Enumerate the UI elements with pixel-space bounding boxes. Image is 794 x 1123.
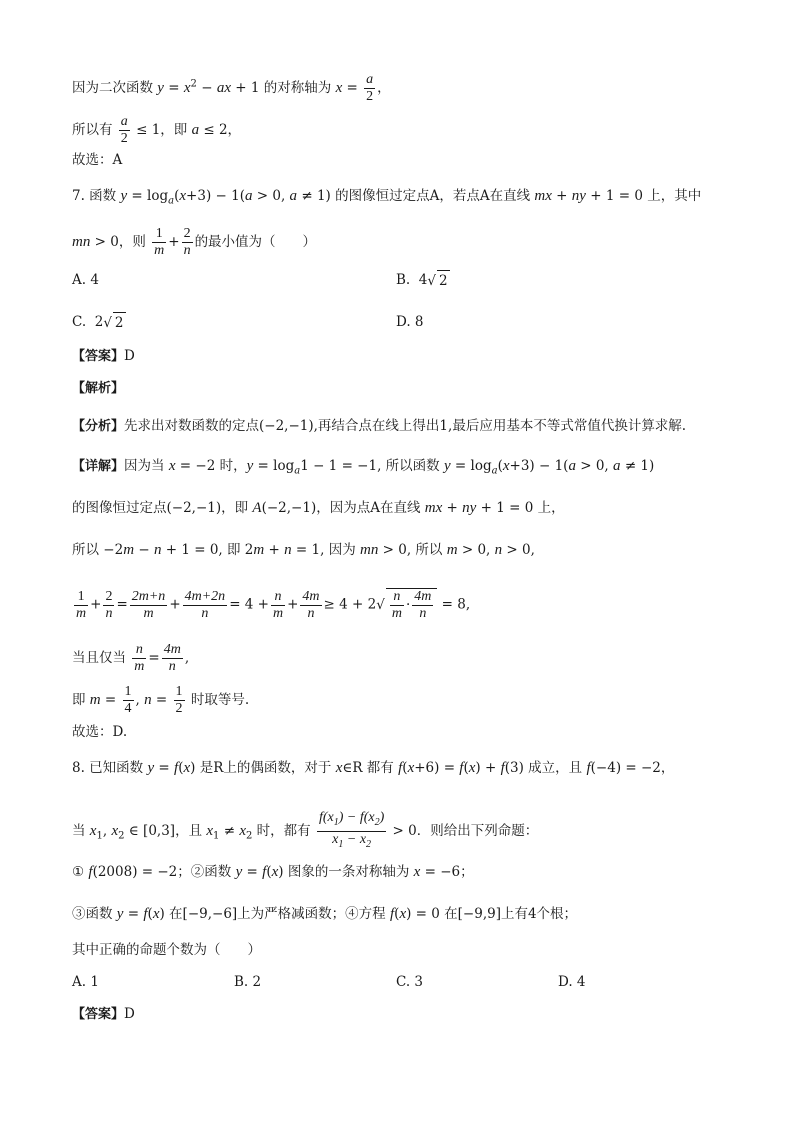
question-8-stem: 8. 已知函数 y = f(x) 是R上的偶函数，对于 x∈R 都有 f(x+6) = f(x) + f(3) 成立，且 f(−4) = −2， [72, 760, 675, 776]
answer-line [72, 346, 734, 367]
proposition-line: ① f(2008) = −2；②函数 y = f(x) 图象的一条对称轴为 x = −6； [72, 864, 474, 880]
question-8-stem: 当 $x_1$, $x_2$ ∈ [0,3]，且 $x_1 \ne x_2$ 时，都有 $\frac{f(x_1) - f(x_2)}{x_1 - x_2}$ > 0．则给出下列命题： [72, 810, 539, 850]
fraction: $\frac{a}{2}$ [366, 72, 374, 104]
detail-line: 故选：D. [72, 724, 128, 740]
question-7-stem: 7. 函数 $y = \log_a(x+3) - 1(a > 0$, a ≠ 1) 的图像恒过定点A，若点A在直线 mx + ny + 1 = 0 上，其中 [72, 188, 702, 207]
detail-inequality: $\frac{1}{m}$ + $\frac{2}{n}$ = $\frac{2m+n}{m}$ + $\frac{4m+2n}{n}$ = 4 + $\frac{n}{m}$ + $\frac{4m}{n}$ ≥ 4 + 2√ $\frac{n}{m}$ · $\frac{4m}{n}$ = 8, [76, 588, 471, 621]
detail-line: 所以 −2m − n + 1 = 0, 即 2m + n = 1, 因为 mn > 0, 所以 m > 0, n > 0, [72, 542, 535, 558]
choice-c: C. 2√ 2 [72, 314, 124, 331]
analysis-summary: 【分析】先求出对数函数的定点(−2,−1),再结合点在线上得出1,最后应用基本不等式常值代换计算求解. [72, 418, 687, 434]
answer-tag: 【答案】 [72, 1007, 125, 1022]
text-line: 故选：A [72, 152, 123, 168]
choice-a: A. 4 [72, 272, 99, 288]
answer-value: D [124, 348, 135, 364]
text-line: 所以有 $\frac{a}{2}$ ≤ 1，即 a ≤ 2， [72, 114, 242, 146]
detail-line: 当且仅当 $\frac{n}{m}$ = $\frac{4m}{n}$ , [72, 642, 190, 674]
text-line: 因为二次函数 $y = x^2$ − ax + 1 的对称轴为 x = $\frac{a}{2}$ ， [72, 72, 391, 104]
answer-line [72, 1004, 734, 1025]
choice-d: D. 8 [396, 314, 424, 330]
fraction: $\frac{a}{2}$ [120, 114, 128, 146]
answer-tag: 【答案】 [72, 349, 125, 364]
choice-d: D. 4 [558, 974, 586, 990]
detail-line: 即 m = $\frac{1}{4}$ , n = $\frac{1}{2}$ 时取等号. [72, 684, 250, 716]
proposition-line: ③函数 y = f(x) 在[−9,−6]上为严格减函数；④方程 f(x) = 0 在[−9,9]上有4个根； [72, 906, 578, 922]
choice-b: B. 2 [234, 974, 262, 990]
choice-a: A. 1 [72, 974, 99, 990]
choice-b: B. 4√ 2 [396, 272, 448, 289]
answer-value: D [124, 1006, 135, 1022]
detail-line: 【详解】因为当 x = −2 时，$y = \log_a1 - 1 = -1$, 所以函数 $y = \log_a(x+3) - 1(a > 0$, a ≠ 1) [72, 458, 655, 477]
question-8-prompt: 其中正确的命题个数为（ ） [72, 942, 261, 958]
question-7-stem: mn > 0，则 $\frac{1}{m}$ + $\frac{2}{n}$ 的最小值为（ ） [72, 226, 317, 258]
choice-c: C. 3 [396, 974, 424, 990]
fraction: $\frac{2}{n}$ [183, 226, 191, 258]
analysis-tag: 【解析】 [72, 381, 125, 396]
detail-line: 的图像恒过定点(−2,−1)，即 A(−2,−1)，因为点A在直线 mx + ny + 1 = 0 上， [72, 500, 565, 516]
fraction: $\frac{1}{m}$ [154, 226, 165, 258]
